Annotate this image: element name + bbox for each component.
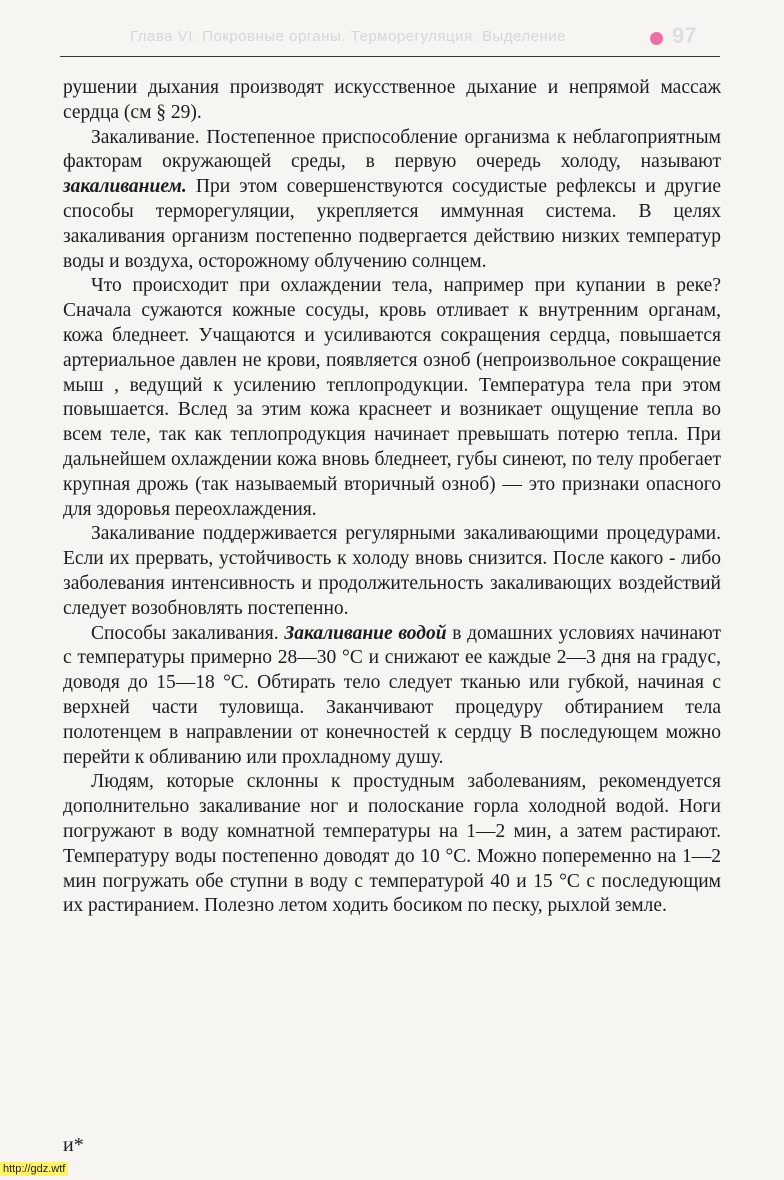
page-header xyxy=(60,18,720,57)
paragraph-label: Способы закаливания. xyxy=(91,622,285,644)
paragraph-label: Закаливание. xyxy=(91,126,200,148)
running-head: Глава VI. Покровные органы. Терморегуляция. Выделение xyxy=(130,28,566,45)
paragraph: Закаливание. Постепенное приспособление организма к неблагоприятным факторам окружающей среды, в первую очередь холоду, называют закаливанием. При этом совершенствуются сосудистые рефлексы и другие способы терморегуляции, укрепляется иммунная система. В целях закаливания организм постепенно подвергается действию низких температур воды и воздуха, осторожному облучению солнцем. xyxy=(63,126,721,272)
page-number: 97 xyxy=(672,23,697,48)
page-body xyxy=(63,76,721,919)
paragraph: Закаливание поддерживается регулярными закаливающими процедурами. Если их прервать, устойчивость к холоду вновь снизится. После какого - либо заболевания интенсивность и продолжительность закаливающих воздействий следует возобновлять постепенно. xyxy=(63,523,721,619)
watermark-link[interactable]: http://gdz.wtf xyxy=(0,1162,68,1176)
paragraph: Что происходит при охлаждении тела, например при купании в реке? Сначала сужаются кожные сосуды, кровь отливает к внутренним органам, кожа бледнеет. Учащаются и усиливаются сокращения сердца, повышается артериальное давлен не крови, появляется озноб (непроизвольное сокращение мыш , ведущий к усилению теплопродукции. Температура тела при этом повышается. Вслед за этим кожа краснеет и возникает ощущение тепла во всем теле, так как теплопродукция начинает превышать потерю тепла. При дальнейшем охлаждении кожа вновь бледнеет, губы синеют, по телу пробегает крупная дрожь (так называемый вторичный озноб) — это признаки опасного для здоровья переохлаждения. xyxy=(63,275,721,520)
footer-mark: и* xyxy=(63,1134,84,1156)
section-marker-dot xyxy=(650,32,663,45)
paragraph: рушении дыхания производят искусственное дыхание и непрямой массаж сердца (см § 29). xyxy=(63,77,721,123)
term: закаливанием. xyxy=(63,176,187,198)
paragraph: Способы закаливания. Закаливание водой в домашних условиях начинают с температуры примерно 28—30 °С и снижают ее каждые 2—3 дня на градус, доводя до 15—18 °С. Обтирать тело следует тканью или губкой, начиная с верхней части туловища. Заканчивают процедуру обтиранием тела полотенцем в направлении от конечностей к сердцу В последующем можно перейти к обливанию или прохладному душу. xyxy=(63,622,722,768)
term: Закаливание водой xyxy=(284,622,447,644)
paragraph: Людям, которые склонны к простудным заболеваниям, рекомендуется дополнительно закаливание ног и полоскание горла холодной водой. Ноги погружают в воду комнатной температуры на 1—2 мин, а затем растирают. Температуру воды постепенно доводят до 10 °С. Можно попеременно на 1—2 мин погружать обе ступни в воду с температурой 40 и 15 °С с последующим их растиранием. Полезно летом ходить босиком по песку, рыхлой земле. xyxy=(63,771,721,917)
